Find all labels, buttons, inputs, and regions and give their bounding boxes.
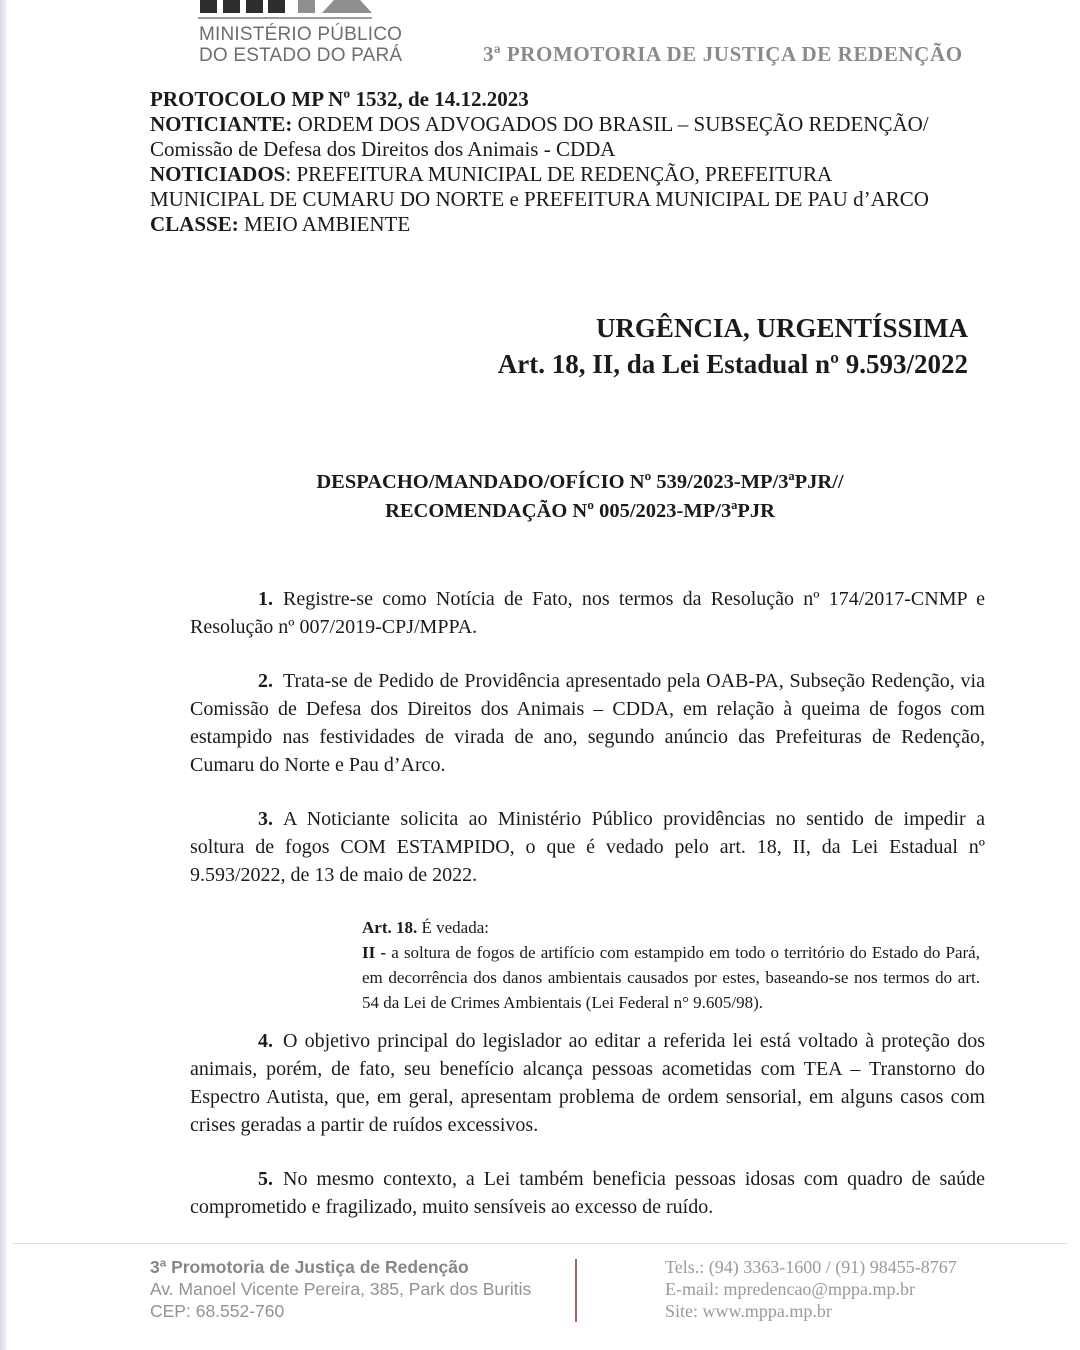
- noticiados-value: : PREFEITURA MUNICIPAL DE REDENÇÃO, PREFEITURA: [285, 162, 833, 186]
- paragraph-3-number: 3.: [258, 808, 273, 830]
- logo-a-shape-icon: [322, 0, 372, 13]
- footer-cep: CEP: 68.552-760: [150, 1301, 285, 1321]
- noticiante-line: [150, 112, 1030, 137]
- noticiados-label: NOTICIADOS: [150, 162, 286, 186]
- document-title-line1: DESPACHO/MANDADO/OFÍCIO Nº 539/2023-MP/3ªPJR//: [316, 471, 844, 493]
- footer-office-name: 3ª Promotoria de Justiça de Redenção: [150, 1257, 469, 1277]
- paragraph-4: [190, 1027, 985, 1139]
- org-name: [199, 24, 402, 66]
- page-left-edge: [0, 0, 7, 1350]
- law-quote: [362, 915, 980, 1015]
- org-name-line1: MINISTÉRIO PÚBLICO: [199, 24, 403, 45]
- law-quote-item-text: a soltura de fogos de artifício com estampido em todo o território do Estado do Pará, em decorrência dos danos ambientais causados por estes, baseando-se nos termos do art. 54 da Lei de Crimes Ambientais (Lei Federal n° 9.605/98).: [362, 943, 980, 1012]
- paragraph-1-text: Registre-se como Notícia de Fato, nos termos da Resolução nº 174/2017-CNMP e Resolução nº 007/2019-CPJ/MPPA.: [190, 588, 985, 638]
- document-title: [150, 468, 1010, 526]
- paragraph-4-text: O objetivo principal do legislador ao editar a referida lei está voltado à proteção dos animais, porém, de fato, seu benefício alcança pessoas acometidas com TEA – Transtorno do Espectro Autista, que, em geral, apresentam problema de ordem sensorial, em alguns casos com crises geradas a partir de ruídos excessivos.: [190, 1030, 985, 1136]
- logo-bar-icon: [200, 0, 217, 13]
- footer-address: Av. Manoel Vicente Pereira, 385, Park dos Buritis: [150, 1279, 532, 1299]
- footer-contact-block: [665, 1256, 957, 1322]
- document-body: [190, 585, 985, 1247]
- promotoria-heading: 3ª PROMOTORIA DE JUSTIÇA DE REDENÇÃO: [483, 42, 963, 66]
- footer-address-block: [150, 1256, 531, 1322]
- protocol-number: PROTOCOLO MP Nº 1532, de 14.12.2023: [150, 87, 529, 111]
- law-quote-article-label: Art. 18.: [362, 918, 418, 937]
- logo-gray-bar-icon: [298, 0, 315, 13]
- footer-site: Site: www.mppa.mp.br: [665, 1301, 832, 1321]
- law-quote-item-label: II -: [362, 943, 387, 962]
- document-title-line2: RECOMENDAÇÃO Nº 005/2023-MP/3ªPJR: [385, 500, 775, 522]
- paragraph-3-text: A Noticiante solicita ao Ministério Público providências no sentido de impedir a soltura de fogos COM ESTAMPIDO, o que é vedado pelo art. 18, II, da Lei Estadual nº 9.593/2022, de 13 de maio de 2022.: [190, 808, 985, 886]
- classe-label: CLASSE:: [150, 212, 239, 236]
- classe-line: [150, 212, 1030, 237]
- paragraph-5: [190, 1165, 985, 1221]
- logo-bar-icon: [223, 0, 240, 13]
- org-name-line2: DO ESTADO DO PARÁ: [199, 45, 403, 66]
- paragraph-2-number: 2.: [258, 670, 273, 692]
- noticiante-value: ORDEM DOS ADVOGADOS DO BRASIL – SUBSEÇÃO REDENÇÃO/: [292, 112, 929, 136]
- urgency-line2: Art. 18, II, da Lei Estadual nº 9.593/2022: [497, 349, 968, 379]
- noticiante-label: NOTICIANTE:: [150, 112, 293, 136]
- classe-value: MEIO AMBIENTE: [238, 212, 411, 236]
- paragraph-2: [190, 667, 985, 779]
- paragraph-4-number: 4.: [258, 1030, 273, 1052]
- paragraph-5-number: 5.: [258, 1168, 273, 1190]
- noticiante-line-continued: Comissão de Defesa dos Direitos dos Animais - CDDA: [150, 137, 616, 161]
- paragraph-3: [190, 805, 985, 889]
- paragraph-2-text: Trata-se de Pedido de Providência apresentado pela OAB-PA, Subseção Redenção, via Comissão de Defesa dos Direitos dos Animais – CDDA, em relação à queima de fogos com estampido nas festividades de virada de ano, segundo anúncio das Prefeituras de Redenção, Cumaru do Norte e Pau d’Arco.: [190, 670, 985, 776]
- noticiados-line-continued: MUNICIPAL DE CUMARU DO NORTE e PREFEITURA MUNICIPAL DE PAU d’ARCO: [150, 187, 929, 211]
- urgency-line1: URGÊNCIA, URGENTÍSSIMA: [595, 313, 968, 343]
- footer-email: E-mail: mpredencao@mppa.mp.br: [665, 1279, 915, 1299]
- noticiados-line: [150, 162, 1030, 187]
- mppa-logo-icon: [198, 0, 374, 20]
- protocol-block: [150, 87, 1030, 237]
- protocol-number-line: [150, 87, 1030, 112]
- footer-phones: Tels.: (94) 3363-1600 / (91) 98455-8767: [665, 1257, 957, 1277]
- paragraph-5-text: No mesmo contexto, a Lei também beneficia pessoas idosas com quadro de saúde comprometido e fragilizado, muito sensíveis ao excesso de ruído.: [190, 1168, 985, 1218]
- urgency-heading: [0, 310, 968, 382]
- logo-underline: [198, 17, 372, 19]
- logo-bar-icon: [246, 0, 263, 13]
- law-quote-article-text: É vedada:: [417, 918, 489, 937]
- footer-top-divider: [12, 1243, 1068, 1244]
- footer-red-divider: [575, 1259, 577, 1322]
- logo-bar-icon: [268, 0, 285, 13]
- paragraph-1: [190, 585, 985, 641]
- paragraph-1-number: 1.: [258, 588, 273, 610]
